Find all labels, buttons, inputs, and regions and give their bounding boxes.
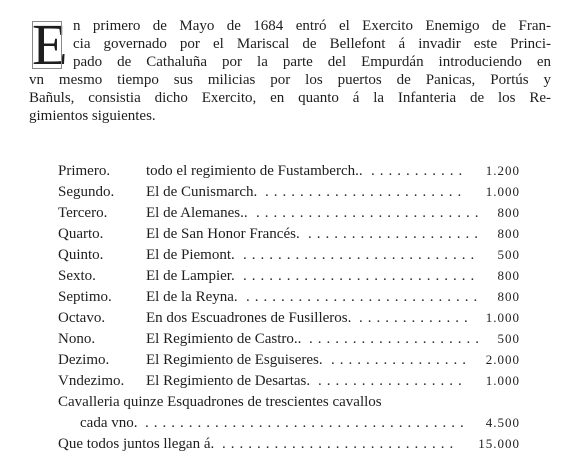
regiment-count: 500 [497, 331, 520, 346]
regiment-count: 800 [497, 205, 520, 220]
regiment-description: El de Piemont. [146, 247, 235, 263]
regiment-count: 1.000 [485, 184, 520, 199]
regiment-row [58, 308, 528, 328]
drop-cap-initial: E [32, 12, 68, 77]
dot-leader: ........................... [243, 268, 480, 284]
total-count: 15.000 [478, 436, 520, 451]
regiment-ordinal: Sexto. [58, 268, 96, 284]
intro-line: n primero de Mayo de 1684 entró el Exercito Enemigo de Fran- [73, 18, 551, 34]
regiment-row [58, 371, 528, 391]
regiment-count: 500 [497, 247, 520, 262]
dot-leader: ................ [331, 352, 471, 368]
regiment-row [58, 161, 528, 181]
dot-leader: ..................................... [145, 415, 469, 431]
regiment-row [58, 329, 528, 349]
regiment-ordinal: Quinto. [58, 247, 104, 263]
regiment-row [58, 224, 528, 244]
dot-leader: .......................... [256, 205, 484, 221]
regiment-count: 800 [497, 226, 520, 241]
regiment-ordinal: Quarto. [58, 226, 104, 242]
dot-leader: ........... [371, 163, 468, 179]
intro-line: gimientos siguientes. [29, 108, 156, 124]
regiment-row [58, 182, 528, 202]
regiment-description: El de San Honor Francés. [146, 226, 300, 242]
regiment-description: El de Lampier. [146, 268, 235, 284]
regiment-description: En dos Escuadrones de Fusilleros. [146, 310, 352, 326]
regiment-description: El Regimiento de Desartas. [146, 373, 311, 389]
regiment-count: 1.000 [485, 310, 520, 325]
regiment-ordinal: Dezimo. [58, 352, 110, 368]
regiment-description: El Regimiento de Esguiseres. [146, 352, 323, 368]
regiment-description: El de Alemanes.. [146, 205, 248, 221]
dot-leader: ................. [318, 373, 467, 389]
regiment-row [58, 266, 528, 286]
intro-line: vn mesmo tiempo sus milicias por los puertos de Panicas, Portús y [29, 72, 551, 88]
dot-leader: ........................... [246, 289, 483, 305]
regiment-count: 2.000 [485, 352, 520, 367]
regiment-ordinal: Octavo. [58, 310, 106, 326]
cavalry-description-cont: cada vno. [80, 415, 138, 431]
total-row [58, 434, 528, 454]
regiment-ordinal: Tercero. [58, 205, 108, 221]
cavalry-row [58, 392, 528, 412]
dot-leader: .................... [309, 331, 484, 347]
regiment-description: todo el regimiento de Fustamberch.. [146, 163, 363, 179]
dot-leader: ........................... [243, 247, 480, 263]
intro-line: cia governado por el Mariscal de Bellefont á invadir este Princi- [73, 36, 551, 52]
dot-leader: ............. [359, 310, 473, 326]
regiment-description: El Regimiento de Castro.. [146, 331, 302, 347]
regiment-ordinal: Segundo. [58, 184, 115, 200]
total-label: Que todos juntos llegan á. [58, 436, 215, 452]
regiment-ordinal: Nono. [58, 331, 96, 347]
dot-leader: .................... [308, 226, 483, 242]
intro-line: pado de Cathaluña por la parte del Empurdán introduciendo en [73, 54, 551, 70]
regiment-ordinal: Primero. [58, 163, 111, 179]
regiment-row [58, 287, 528, 307]
regiment-row [58, 245, 528, 265]
regiment-count: 800 [497, 268, 520, 283]
cavalry-description: Cavalleria quinze Esquadrones de trescientes cavallos [58, 394, 382, 410]
regiment-description: El de la Reyna. [146, 289, 238, 305]
regiment-count: 800 [497, 289, 520, 304]
regiment-count: 1.000 [485, 373, 520, 388]
dot-leader: ........................... [222, 436, 459, 452]
cavalry-count: 4.500 [485, 415, 520, 430]
cavalry-row-continuation [58, 413, 528, 433]
regiment-ordinal: Vndezimo. [58, 373, 125, 389]
regiment-count: 1.200 [485, 163, 520, 178]
regiment-ordinal: Septimo. [58, 289, 112, 305]
regiment-row [58, 203, 528, 223]
intro-line: Bañuls, consistia dicho Exercito, en quanto á la Infanteria de los Re- [29, 90, 551, 106]
dot-leader: ....................... [265, 184, 467, 200]
regiment-row [58, 350, 528, 370]
regiment-description: El de Cunismarch. [146, 184, 258, 200]
